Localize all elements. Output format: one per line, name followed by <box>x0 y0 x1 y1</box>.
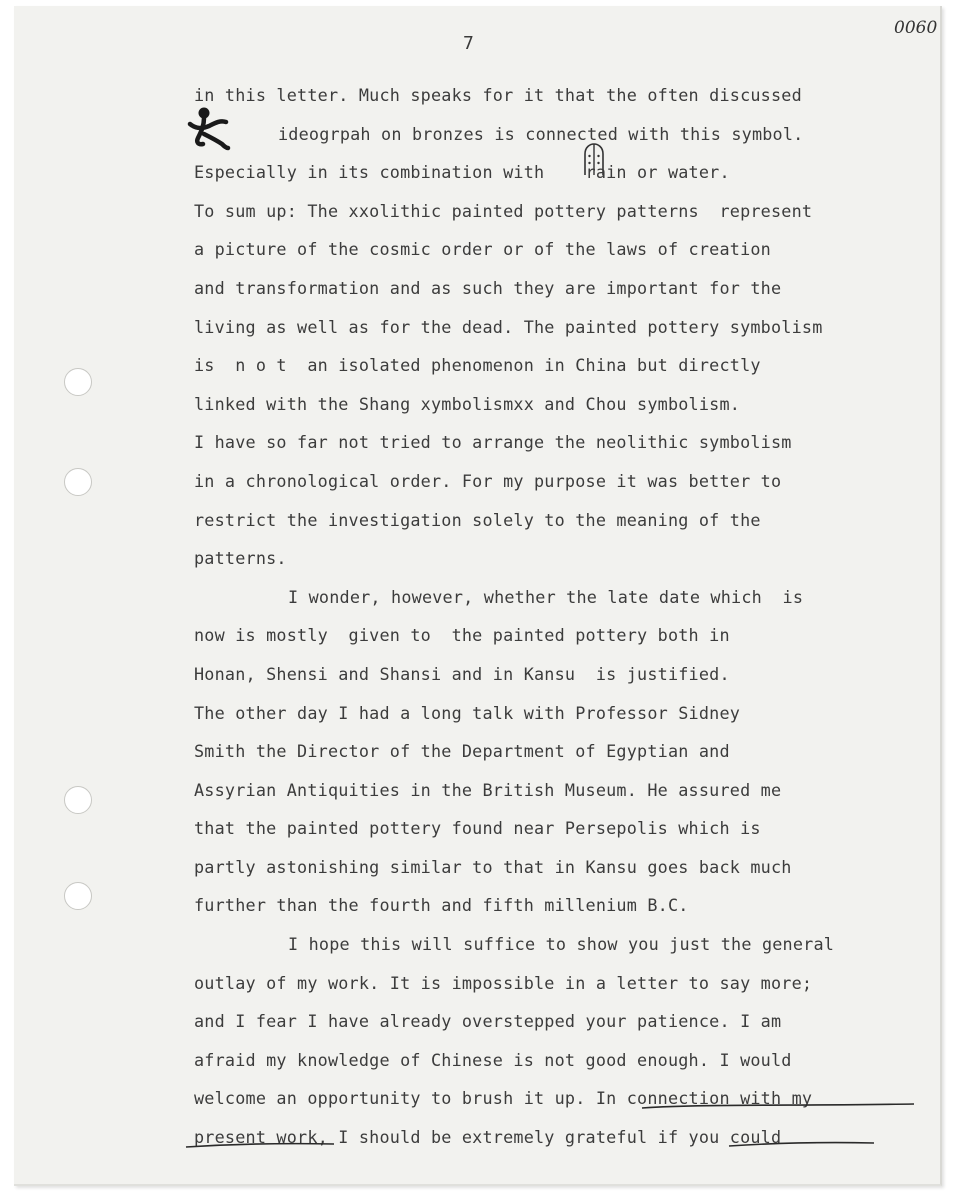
letter-body <box>194 76 934 1157</box>
text-line: The other day I had a long talk with Professor Sidney <box>194 702 741 723</box>
text-line: To sum up: The xxolithic painted pottery patterns represent <box>194 200 813 221</box>
text-line: is n o t an isolated phenomenon in China but directly <box>194 355 761 376</box>
page-number: 7 <box>463 33 474 54</box>
text-line: linked with the Shang xymbolismxx and Chou symbolism. <box>194 393 741 414</box>
punch-hole <box>64 882 92 910</box>
text-line: Smith the Director of the Department of Egyptian and <box>194 741 730 762</box>
text-line: in this letter. Much speaks for it that the often discussed <box>194 85 802 105</box>
strikeout-mark <box>174 1131 894 1161</box>
text-line: welcome an opportunity to brush it up. In connection with my <box>194 1088 813 1109</box>
text-line: afraid my knowledge of Chinese is not good enough. I would <box>194 1049 792 1070</box>
text-line: outlay of my work. It is impossible in a letter to say more; <box>194 972 813 993</box>
text-line: Assyrian Antiquities in the British Museum. He assured me <box>194 779 782 800</box>
punch-hole <box>64 368 92 396</box>
text-line: Especially in its combination with rain or water. <box>194 162 730 183</box>
text-line: present work, I should be extremely grateful if you could <box>194 1127 782 1148</box>
text-line: patterns. <box>194 548 287 569</box>
punch-hole <box>64 786 92 814</box>
text-line: and I fear I have already overstepped your patience. I am <box>194 1011 782 1032</box>
text-line: further than the fourth and fifth millenium B.C. <box>194 895 689 916</box>
punch-hole <box>64 468 92 496</box>
text-line: a picture of the cosmic order or of the laws of creation <box>194 239 771 260</box>
text-line: I hope this will suffice to show you just the general <box>288 934 835 955</box>
text-line: I have so far not tried to arrange the neolithic symbolism <box>194 432 792 453</box>
text-line: now is mostly given to the painted pottery both in <box>194 625 730 646</box>
text-line: ideogrpah on bronzes is connected with this symbol. <box>278 123 804 144</box>
text-line: in a chronological order. For my purpose it was better to <box>194 470 782 491</box>
text-line: that the painted pottery found near Persepolis which is <box>194 818 761 839</box>
archive-number: 0060 <box>894 18 938 38</box>
text-line: living as well as for the dead. The painted pottery symbolism <box>194 316 823 337</box>
text-line: restrict the investigation solely to the meaning of the <box>194 509 761 530</box>
document-page <box>14 6 942 1186</box>
text-line: and transformation and as such they are important for the <box>194 277 782 298</box>
text-line: I wonder, however, whether the late date which is <box>288 586 804 607</box>
text-line: Honan, Shensi and Shansi and in Kansu is justified. <box>194 663 730 684</box>
text-line: partly astonishing similar to that in Kansu goes back much <box>194 856 792 877</box>
